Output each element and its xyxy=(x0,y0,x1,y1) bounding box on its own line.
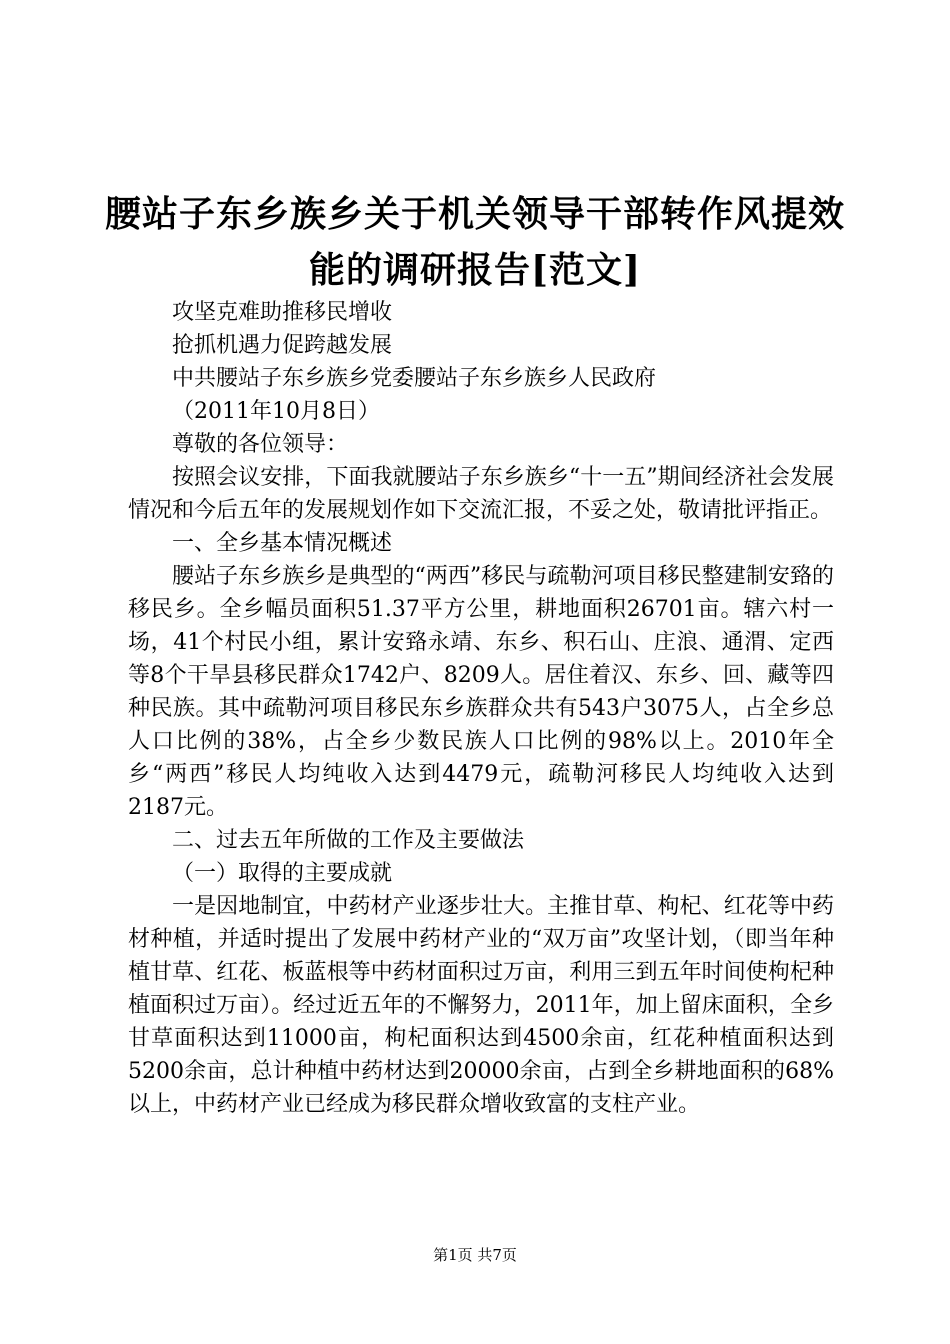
paragraph-date: （2011年10月8日） xyxy=(172,399,380,424)
subsection-heading-1: （一）取得的主要成就 xyxy=(172,861,393,886)
paragraph-author: 中共腰站子东乡族乡党委腰站子东乡族乡人民政府 xyxy=(172,366,657,391)
document-body xyxy=(128,296,834,1121)
page-number-footer: 第1页 共7页 xyxy=(433,1246,517,1264)
paragraph-achievement-1: 一是因地制宜，中药材产业逐步壮大。主推甘草、枸杞、红花等中药材种植，并适时提出了发展中药材产业的“双万亩”攻坚计划，（即当年种植甘草、红花、板蓝根等中药材面积过万亩，利用三到五年时间使枸杞种植面积过万亩）。经过近五年的不懈努力，2011年，加上留床面积，全乡甘草面积达到11000亩，枸杞面积达到4500余亩，红花种植面积达到5200余亩，总计种植中药材达到20000余亩，占到全乡耕地面积的68%以上，中药材产业已经成为移民群众增收致富的支柱产业。 xyxy=(128,894,834,1117)
paragraph-subtitle-2: 抢抓机遇力促跨越发展 xyxy=(172,333,393,358)
paragraph-salutation: 尊敬的各位领导： xyxy=(172,432,349,457)
paragraph-overview: 腰站子东乡族乡是典型的“两西”移民与疏勒河项目移民整建制安臵的移民乡。全乡幅员面积51.37平方公里，耕地面积26701亩。辖六村一场，41个村民小组，累计安臵永靖、东乡、积石山、庄浪、通渭、定西等8个干旱县移民群众1742户、8209人。居住着汉、东乡、回、藏等四种民族。其中疏勒河项目移民东乡族群众共有543户3075人，占全乡总人口比例的38%，占全乡少数民族人口比例的98%以上。2010年全乡“两西”移民人均纯收入达到4479元，疏勒河移民人均纯收入达到2187元。 xyxy=(128,564,834,820)
document-title: 腰站子东乡族乡关于机关领导干部转作风提效能的调研报告[范文] xyxy=(104,193,845,291)
paragraph-subtitle-1: 攻坚克难助推移民增收 xyxy=(172,300,393,325)
section-heading-2: 二、过去五年所做的工作及主要做法 xyxy=(172,828,525,853)
paragraph-intro: 按照会议安排，下面我就腰站子东乡族乡“十一五”期间经济社会发展情况和今后五年的发展规划作如下交流汇报，不妥之处，敬请批评指正。 xyxy=(128,465,834,523)
section-heading-1: 一、全乡基本情况概述 xyxy=(172,531,393,556)
